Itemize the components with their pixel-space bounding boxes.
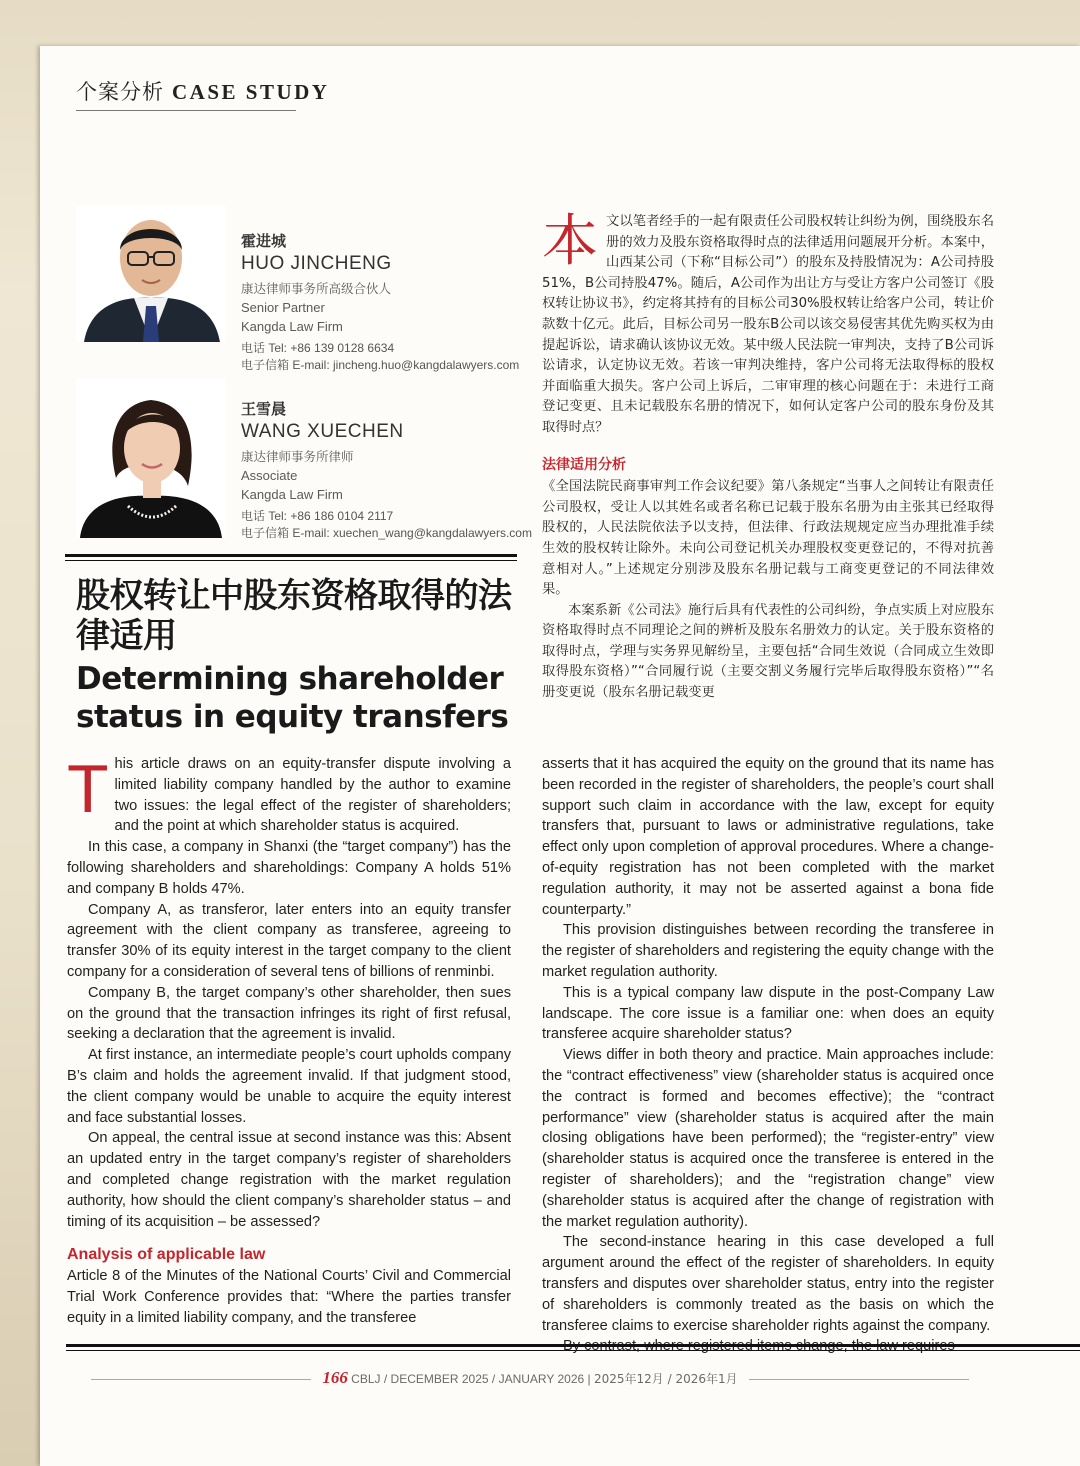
author-firm: Kangda Law Firm — [241, 487, 343, 502]
author-tel: 电话 Tel: +86 186 0104 2117 — [241, 509, 394, 523]
en-paragraph: Views differ in both theory and practice. Main approaches include: the “contract effectiveness” view (shareholder status is acquired once the contract is formed and becomes effective); the “contract performance” view (shareholder status is acquired after the main closing obligations have been performed); the “register-entry” view (shareholder status is acquired once the transferee is entered in the register of shareholders); and the “registration change” view (shareholder status is acquired after the change of registration with the market regulation authority). — [542, 1047, 994, 1230]
section-label-en: CASE STUDY — [172, 80, 330, 104]
author-name-en: HUO JINCHENG — [241, 253, 392, 274]
author-email[interactable]: 电子信箱 E-mail: jincheng.huo@kangdalawyers.com — [241, 358, 520, 372]
en-paragraph: The second-instance hearing in this case developed a full argument around the effect of the register of shareholders. In equity transfers and disputes over shareholder status, entry into the register of shareholders is commonly treated as the basis on which the transferee claims to exercise shareholder rights against the company. — [542, 1234, 994, 1334]
en-paragraph: Company A, as transferor, later enters into an equity transfer agreement with the client company as transferee, agreeing to transfer 30% of its equity interest in the target company to the client company for a consideration of several tens of billions of renminbi. — [67, 901, 511, 980]
author-block-wang — [241, 398, 532, 542]
author-title-en: Senior Partner — [241, 300, 325, 315]
magazine-page — [40, 46, 1080, 1466]
author-email[interactable]: 电子信箱 E-mail: xuechen_wang@kangdalawyers.com — [241, 526, 532, 540]
en-paragraph: Article 8 of the Minutes of the National Courts’ Civil and Commercial Trial Work Conference provides that: “Where the parties transfer equity in a limited liability company, and the transferee — [67, 1268, 511, 1326]
section-label-zh: 个案分析 — [76, 80, 164, 104]
zh-paragraph: 《全国法院民商事审判工作会议纪要》第八条规定“当事人之间转让有限责任公司股权，受让人以其姓名或者名称已记载于股东名册为由主张其已经取得股权的，人民法院依法予以支持，但法律、行政法规规定应当办理批准手续生效的股权转让除外。未向公司登记机关办理股权变更登记的，不得对抗善意相对人。”上述规定分别涉及股东名册记载与工商变更登记的不同法律效果。 — [542, 479, 994, 598]
dropcap-en: T — [67, 751, 109, 827]
article-title-en: Determining shareholder status in equity transfers — [76, 661, 509, 735]
footer-separator: | — [587, 1372, 591, 1386]
author-photo-huo — [76, 206, 226, 342]
english-column-right — [542, 754, 994, 1355]
title-rule-thick — [65, 554, 517, 557]
section-header — [76, 76, 329, 106]
page-footer — [66, 1368, 994, 1388]
author-title-en: Associate — [241, 468, 298, 483]
footer-line-right — [749, 1379, 969, 1380]
portrait-woman-icon — [76, 378, 226, 538]
magazine-name: CBLJ — [351, 1372, 381, 1386]
en-paragraph: This provision distinguishes between recording the transferee in the register of shareholders and registering the equity change with the market regulation authority. — [542, 922, 994, 980]
section-header-rule — [76, 110, 296, 111]
footer-line-left — [91, 1379, 311, 1380]
en-paragraph: At first instance, an intermediate people’s court upholds company B’s claim and holds the agreement invalid. If that judgment stood, the client company would be unable to acquire the equity interest and face substantial losses. — [67, 1047, 511, 1126]
footer-rule-thin — [66, 1350, 1080, 1351]
en-intro-paragraph: This article draws on an equity-transfer dispute involving a limited liability company handled by the author to examine two issues: the legal effect of the register of shareholders; and the point at which shareholder status is acquired. — [67, 751, 511, 835]
title-rule-thin — [65, 560, 517, 561]
page-number: 166 — [322, 1368, 348, 1387]
chinese-column — [542, 209, 994, 762]
author-title-zh: 康达律师事务所高级合伙人 — [241, 281, 392, 296]
portrait-man-icon — [76, 206, 226, 342]
en-paragraph: In this case, a company in Shanxi (the “target company”) has the following shareholders and shareholdings: Company A holds 51% and company B holds 47%. — [67, 839, 511, 897]
issue-date-zh: 2025年12月 / 2026年1月 — [594, 1372, 738, 1386]
en-paragraph: On appeal, the central issue at second instance was this: Absent an updated entry in the target company’s register of shareholders and completed change registration with the market regulation authority, how should the client company’s shareholder status – and timing of its acquisition – be assessed? — [67, 1130, 511, 1230]
english-column-left — [67, 751, 511, 1334]
author-title-zh: 康达律师事务所律师 — [241, 449, 354, 464]
zh-intro-paragraph: 本文以笔者经手的一起有限责任公司股权转让纠纷为例，围绕股东名册的效力及股东资格取得时点的法律适用问题展开分析。本案中，山西某公司（下称“目标公司”）的股东及持股情况为：A公司持股51%，B公司持股47%。随后，A公司作为出让方与受让方客户公司签订《股权转让协议书》，约定将其持有的目标公司30%股权转让给客户公司，转让价款数十亿元。此后，目标公司另一股东B公司以该交易侵害其优先购买权为由提起诉讼，请求确认该协议无效。某中级人民法院一审判决，支持了B公司诉讼请求，认定协议无效。若该一审判决维持，客户公司将无法取得标的股权并面临重大损失。客户公司上诉后，二审审理的核心问题在于：未进行工商登记变更、且未记载股东名册的情况下，如何认定客户公司的股东身份及其取得时点？ — [542, 209, 994, 435]
author-photo-wang — [76, 378, 226, 538]
issue-date-en: / DECEMBER 2025 / JANUARY 2026 — [383, 1372, 585, 1386]
author-firm: Kangda Law Firm — [241, 319, 343, 334]
en-paragraph: asserts that it has acquired the equity on the ground that its name has been recorded in the register of shareholders, the people’s court shall support such claim in accordance with the law, except for equity transfers that, pursuant to laws or administrative regulations, take effect only upon completion of approval procedures. Where a change-of-equity registration has not been completed with the market regulation authority, it may not be asserted against a bona fide counterparty.” — [542, 756, 994, 918]
dropcap-zh: 本 — [542, 209, 598, 274]
en-paragraph: By contrast, where registered items change, the law requires — [563, 1338, 955, 1355]
author-block-huo — [241, 230, 519, 374]
en-paragraph: Company B, the target company’s other shareholder, then sues on the ground that the transaction infringes its right of first refusal, seeking a declaration that the agreement is invalid. — [67, 984, 511, 1043]
author-name-zh: 霍进城 — [241, 232, 287, 250]
author-name-zh: 王雪晨 — [241, 400, 287, 418]
zh-paragraph: 本案系新《公司法》施行后具有代表性的公司纠纷，争点实质上对应股东资格取得时点不同理论之间的辨析及股东名册效力的认定。关于股东资格的取得时点，学理与实务界见解纷呈，主要包括“合同生效说（合同成立生效即取得股东资格）”“合同履行说（主要交割义务履行完毕后取得股东资格）”“名册变更说（股东名册记载变更 — [542, 602, 994, 701]
en-paragraph: This is a typical company law dispute in the post-Company Law landscape. The core issue is a familiar one: when does an equity transferee acquire shareholder status? — [542, 984, 994, 1043]
en-subhead: Analysis of applicable law — [67, 1246, 266, 1264]
footer-rule-thick — [66, 1344, 1080, 1347]
article-title-zh: 股权转让中股东资格取得的法律适用 — [76, 576, 512, 656]
author-name-en: WANG XUECHEN — [241, 421, 404, 442]
zh-subhead: 法律适用分析 — [542, 456, 626, 473]
author-tel: 电话 Tel: +86 139 0128 6634 — [241, 341, 395, 355]
